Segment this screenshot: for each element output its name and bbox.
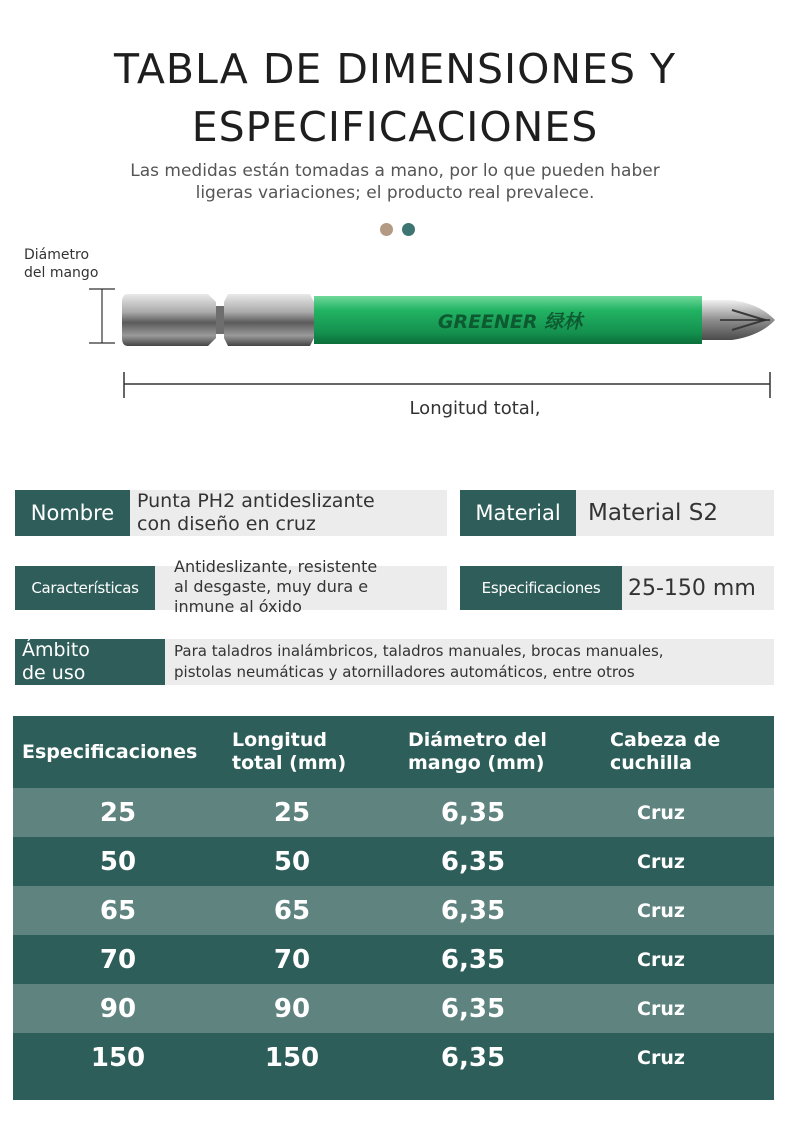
- table-cell-head: Cruz: [637, 1046, 685, 1069]
- subtitle-line-1: Las medidas están tomadas a mano, por lo que pueden haber: [130, 161, 660, 181]
- page-subtitle: [95, 160, 695, 204]
- diameter-label-line-2: del mango: [24, 265, 99, 281]
- spec-value-features: [174, 556, 444, 618]
- spec-key-scope-line-1: Ámbito: [22, 639, 90, 661]
- table-header-length: [232, 716, 392, 788]
- hex-shank: [122, 294, 314, 346]
- brand-logo: GREENER 绿林: [437, 311, 583, 333]
- table-cell-length: 150: [264, 1042, 320, 1073]
- table-row: [13, 886, 774, 935]
- title-line-2: ESPECIFICACIONES: [191, 103, 599, 151]
- total-length-label: Longitud total,: [409, 398, 541, 419]
- table-cell-length: 65: [273, 895, 311, 926]
- table-cell-spec: 25: [99, 797, 137, 828]
- dimensions-table: [13, 716, 774, 1100]
- table-cell-diameter: 6,35: [440, 993, 506, 1024]
- table-cell-spec: 50: [99, 846, 137, 877]
- length-dimension-line: [120, 370, 775, 400]
- spec-value-scope: [174, 639, 772, 685]
- table-header-diameter-line-2: mango (mm): [408, 752, 545, 774]
- diameter-label: [24, 246, 98, 282]
- table-row: [13, 984, 774, 1033]
- spec-value-name-line-1: Punta PH2 antideslizante: [137, 490, 375, 512]
- diameter-bracket: [89, 288, 115, 344]
- spec-value-features-line-3: inmune al óxido: [174, 597, 302, 616]
- table-row: [13, 1033, 774, 1082]
- color-dot-teal: [402, 223, 415, 236]
- spec-value-material: Material S2: [588, 500, 718, 526]
- table-cell-head: Cruz: [637, 899, 685, 922]
- table-header-head: [610, 716, 760, 788]
- table-cell-diameter: 6,35: [440, 846, 506, 877]
- table-header-specs: Especificaciones: [22, 740, 198, 763]
- subtitle-line-2: ligeras variaciones; el producto real prevalece.: [195, 183, 595, 203]
- table-cell-length: 50: [273, 846, 311, 877]
- table-header-diameter-line-1: Diámetro del: [408, 729, 547, 751]
- spec-value-name: [137, 490, 437, 536]
- table-cell-spec: 150: [90, 1042, 146, 1073]
- table-header-diameter: [408, 716, 588, 788]
- table-cell-head: Cruz: [637, 948, 685, 971]
- color-dots: [380, 223, 415, 236]
- table-header-head-line-2: cuchilla: [610, 752, 692, 774]
- table-cell-head: Cruz: [637, 850, 685, 873]
- table-row: [13, 837, 774, 886]
- diameter-label-line-1: Diámetro: [24, 247, 90, 263]
- screwdriver-bit-illustration: [120, 288, 780, 352]
- spec-value-features-line-2: al desgaste, muy dura e: [174, 577, 369, 596]
- table-cell-diameter: 6,35: [440, 895, 506, 926]
- table-row: [13, 935, 774, 984]
- spec-value-name-line-2: con diseño en cruz: [137, 513, 316, 535]
- table-cell-length: 70: [273, 944, 311, 975]
- table-cell-spec: 70: [99, 944, 137, 975]
- table-cell-head: Cruz: [637, 801, 685, 824]
- table-header-length-line-1: Longitud: [232, 729, 328, 751]
- table-cell-spec: 90: [99, 993, 137, 1024]
- spec-value-features-line-1: Antideslizante, resistente: [174, 557, 378, 576]
- table-cell-length: 25: [273, 797, 311, 828]
- spec-key-name: Nombre: [15, 490, 130, 536]
- title-line-1: TABLA DE DIMENSIONES Y: [113, 45, 677, 93]
- spec-value-scope-line-1: Para taladros inalámbricos, taladros manuales, brocas manuales,: [174, 642, 664, 660]
- spec-value-specifications: 25-150 mm: [628, 575, 756, 601]
- table-row: [13, 788, 774, 837]
- table-cell-diameter: 6,35: [440, 797, 506, 828]
- spec-key-scope-line-2: de uso: [22, 662, 86, 684]
- spec-key-scope: [15, 639, 165, 685]
- table-cell-head: Cruz: [637, 997, 685, 1020]
- spec-value-scope-line-2: pistolas neumáticas y atornilladores automáticos, entre otros: [174, 663, 635, 681]
- table-cell-spec: 65: [99, 895, 137, 926]
- table-header-length-line-2: total (mm): [232, 752, 347, 774]
- table-cell-diameter: 6,35: [440, 944, 506, 975]
- spec-key-specifications: Especificaciones: [460, 566, 622, 610]
- spec-key-features: Características: [15, 566, 155, 610]
- table-cell-diameter: 6,35: [440, 1042, 506, 1073]
- color-dot-tan: [380, 223, 393, 236]
- table-header-head-line-1: Cabeza de: [610, 729, 721, 751]
- spec-key-material: Material: [460, 490, 576, 536]
- page-title: [0, 40, 790, 156]
- table-header: [13, 716, 774, 788]
- table-cell-length: 90: [273, 993, 311, 1024]
